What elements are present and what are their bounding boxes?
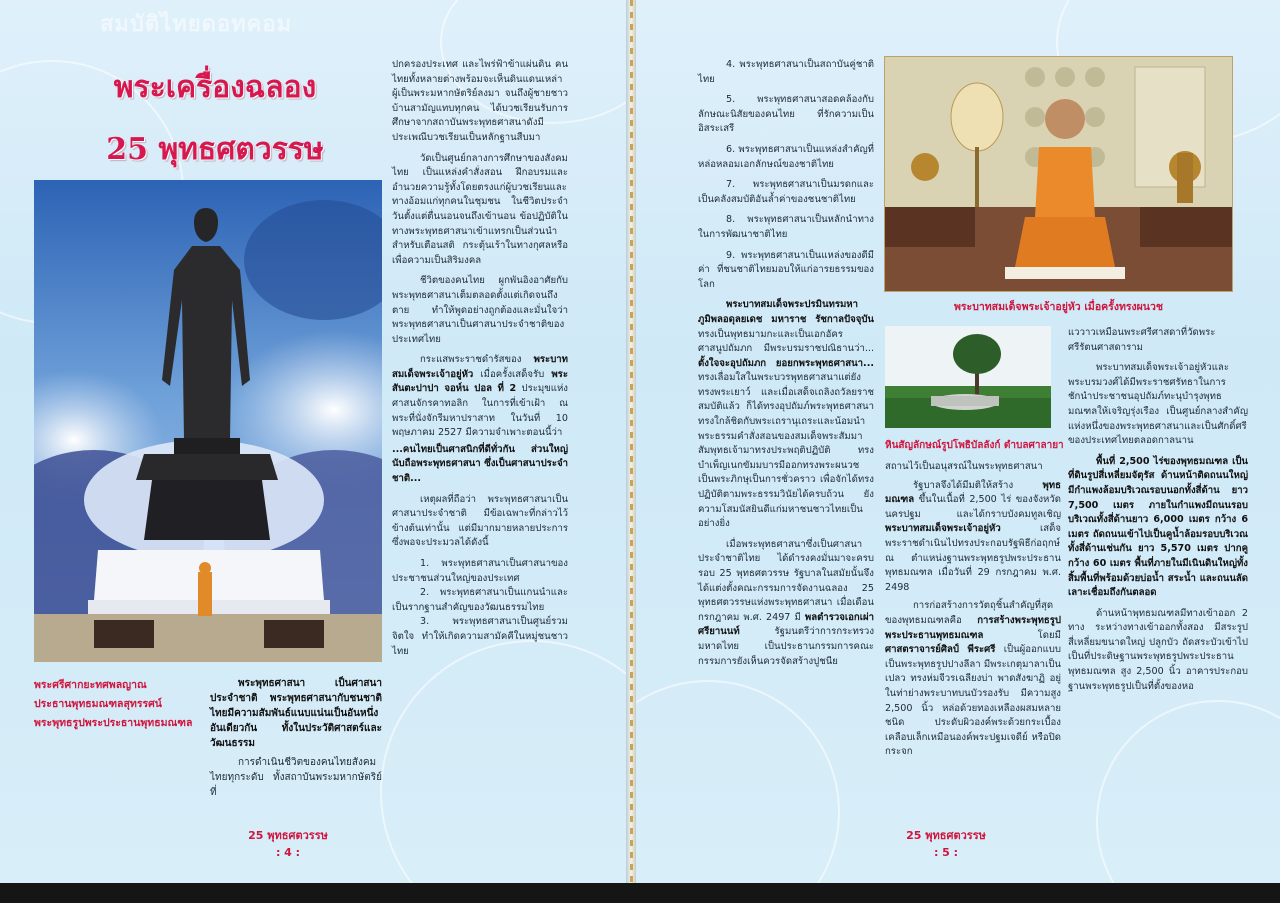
bottom-black-bar	[0, 883, 1280, 903]
text-run: เมื่อครั้งเสด็จรับ	[480, 368, 545, 380]
list-item: 4. พระพุทธศาสนาเป็นสถาบันคู่ชาติไทย	[698, 59, 874, 85]
text-run: รัฐบาลจึงได้มีมติให้สร้าง	[913, 479, 1014, 491]
intro-bold-text: พระพุทธศาสนา เป็นศาสนาประจำชาติ พระพุทธศาสนากับชนชาติไทยมีความสัมพันธ์แนบแน่นเป็นอันหนึ่งอันเดียวกัน ทั้งในประวัติศาสตร์และวัฒนธรรม	[210, 678, 382, 749]
quote-bold: ...คนไทยเป็นศาสนิกที่ดีทั่วกัน ส่วนใหญ่นับถือพระพุทธศาสนา ซึ่งเป็นศาสนาประจำชาติ...	[392, 443, 568, 485]
article-title-line2: 25 พุทธศตวรรษ	[106, 132, 324, 167]
intro-bold-paragraph	[210, 676, 382, 751]
bold-run: ตั้งใจจะอุปถัมภก ยอยกพระพุทธศาสนา...	[698, 357, 874, 369]
right-page	[636, 0, 1280, 883]
bold-run: พระสันตะปาปา จอห์น ปอล ที่ 2	[392, 368, 568, 395]
text-run: เป็นผู้ออกแบบเป็นพระพุทธรูปปางลีลา มีพระเกตุมาลาเป็นเปลว ทรงห่มจีวรเฉลียงบ่า พาดสังฆาฏิ อยู่ในท่าย่างพระบาทบนบัวรองรับ มีความสูง 2,500 นิ้ว หล่อด้วยทองเหลืองผสมหลายชนิด ประดับผิวองค์พระด้วยกระเบื้องเคลือบเล็กเหมือนองค์พระปฐมเจดีย์ หรือปิดกระจก	[885, 644, 1061, 758]
right-list-column	[698, 58, 874, 669]
bold-run: พื้นที่ 2,500 ไร่ของพุทธมณฑล เป็นที่ดินรูปสี่เหลี่ยมจัตุรัส ด้านหน้าติดถนนใหญ่ มีกำแพงล้อมบริเวณรอบนอกทั้งสี่ด้าน ยาว 7,500 เมตร ภายในกำแพงมีถนนรอบบริเวณทั้งสี่ด้านยาว 6,000 เมตร กว้าง 6 เมตร ถัดถนนเข้าไปเป็นคูน้ำล้อมรอบบริเวณทั้งสี่ด้านเช่นกัน ยาว 5,570 เมตร ปากคูกว้าง 60 เมตร พื้นที่ภายในมีเนินดินใหญ่ทั้งสิ้มพื้นที่พร้อมด้วยบ่อน้ำ สระน้ำ และถนนลัดเลาะเชื่อมถึงกันตลอด	[1068, 455, 1248, 599]
watermark: สมบัติไทยดอทคอม	[100, 12, 293, 37]
statue-caption	[34, 676, 234, 733]
decor-swirl	[380, 640, 628, 883]
list-item: 6. พระพุทธศาสนาเป็นแหล่งสำคัญที่หล่อหลอมเอกลักษณ์ของชาติไทย	[698, 143, 874, 170]
list-item: 5. พระพุทธศาสนาสอดคล้องกับลักษณะนิสัยของคนไทย ที่รักความเป็นอิสระเสรี	[698, 94, 874, 135]
text-run: ทรงเลื่อมใสในพระบวรพุทธศาสนาแต่ยังทรงพระเยาว์ และเมื่อเสด็จเถลิงถวัลยราชสมบัติแล้ว ก็ได้ทรงอุปถัมภ์พระพุทธศาสนา ทรงใกล้ชิดกับพระเถรานุเถระและน้อมนำพระธรรมคำสั่งสอนของสมเด็จพระสัมมาสัมพุทธเจ้ามาทรงประพฤติปฏิบัติ ทรงบำเพ็ญเนกขัมมบารมีออกทรงพระผนวชเป็นพระภิกษุเป็นการชั่วคราว เพื่อจักได้ทรงปฏิบัติตามพระธรรมวินัยได้ครบถ้วน ยังความโสมนัสยินดีแก่มหาชนชาวไทยเป็นอย่างยิ่ง	[698, 372, 874, 530]
paragraph: สถานไว้เป็นอนุสรณ์ในพระพุทธศาสนา	[885, 461, 1043, 472]
left-text-column	[392, 58, 568, 659]
list-item: 8. พระพุทธศาสนาเป็นหลักนำทางในการพัฒนาชาติไทย	[698, 214, 874, 240]
bodhi-symbol-photo	[885, 326, 1051, 428]
text-run: ทรงเป็นพุทธมามกะและเป็นเอกอัครศาสนูปถัมภก มีพระบรมราชปณิธานว่า...	[698, 328, 874, 355]
page-number: : 5 :	[933, 846, 959, 859]
footer-title: 25 พุทธศตวรรษ	[906, 829, 986, 842]
paragraph	[698, 298, 874, 532]
paragraph: วัดเป็นศูนย์กลางการศึกษาของสังคมไทย เป็นแหล่งคำสั่งสอน ฝึกอบรมและอำนวยความรู้ทั้งโดยตรงแก่ผู้บวชเรียนและทางอ้อมแก่ทุกคนในชุมชน ในชีวิตประจำวันตั้งแต่ตื่นนอนจนถึงเข้านอน ข้อปฏิบัติในทางพระพุทธศาสนาเข้าแทรกเป็นส่วนนำสำหรับเตือนสติ กระตุ้นเร้าในทางกุศลหรือเพื่อความเป็นสิริมงคล	[392, 152, 568, 266]
monk-caption: พระบาทสมเด็จพระเจ้าอยู่หัว เมื่อครั้งทรงผนวช	[954, 301, 1163, 313]
monk-king-illustration	[885, 57, 1232, 291]
intro-tail-paragraph: การดำเนินชีวิตของคนไทยสังคมไทยทุกระดับ ทั้งสถาบันพระมหากษัตริย์ที่	[210, 757, 382, 798]
paragraph: ด้านหน้าพุทธมณฑลมีทางเข้าออก 2 ทาง ระหว่างทางเข้าออกทั้งสอง มีสระรูปสี่เหลี่ยมขนาดใหญ่ ปลูกบัว ถัดสระบัวเข้าไปเป็นที่ประดิษฐานพระพุทธรูปพระประธานพุทธมณฑล สูง 2,500 นิ้ว อาคารประกอบฐานพระพุทธรูปเป็นที่ตั้งของหอ	[1068, 607, 1248, 692]
paragraph	[1068, 455, 1248, 601]
bold-run: พระบาทสมเด็จพระปรมินทรมหาภูมิพลอดุลยเดช มหาราช รัชกาลปัจจุบัน	[698, 299, 874, 325]
paragraph: แววาวเหมือนพระศรีศาสดาที่วัดพระศรีรัตนศาสดาราม	[1068, 327, 1216, 353]
bold-run: พระบาทสมเด็จพระเจ้าอยู่หัว	[885, 523, 1001, 535]
page-number: : 4 :	[275, 846, 301, 859]
text-run: กระแสพระราชดำรัสของ	[420, 354, 522, 366]
statue-caption-line: พระพุทธรูปพระประธานพุทธมณฑล	[34, 717, 193, 729]
decor-swirl	[636, 680, 840, 883]
text-run: รัฐมนตรีว่าการกระทรวงมหาดไทย เป็นประธานกรรมการคณะกรรมการยังเห็นควรจัดสร้างปูชนีย	[698, 626, 874, 667]
paragraph: ชีวิตของคนไทย ผูกพันอิงอาศัยกับพระพุทธศาสนาเต็มตลอดตั้งแต่เกิดจนถึงตาย ทำให้พูดอย่างถูกต้องและมั่นใจว่า พระพุทธศาสนาเป็นศาสนาประจำชาติของประเทศไทย	[392, 275, 568, 345]
text-run: ประมุขแห่งศาสนจักรคาทอลิก ในการที่เข้าเฝ้า ณ พระที่นั่งจักรีมหาปราสาท ในวันที่ 10 พฤษภาคม 2527 มีความจำเพาะตอนนี้ว่า	[392, 383, 568, 439]
list-item: 3. พระพุทธศาสนาเป็นศูนย์รวมจิตใจ ทำให้เกิดความสามัคคีในหมู่ชนชาวไทย	[392, 616, 568, 657]
book-binding-stitch	[630, 0, 633, 883]
paragraph: พระบาทสมเด็จพระเจ้าอยู่หัวและพระบรมวงศ์ได้มีพระราชศรัทธาในการชักนำประชาชนอุปถัมภ์ทะนุบำรุงพุทธมณฑลให้เจริญรุ่งเรือง เป็นศูนย์กลางสำคัญแห่งหนึ่งของพระพุทธศาสนาและเป็นศักดิ์ศรีของประเทศไทยตลอดกาลนาน	[1068, 362, 1248, 447]
bold-run: พระบาทสมเด็จพระเจ้าอยู่หัว	[392, 354, 568, 380]
bold-run: ศาสตราจารย์ศิลป์ พีระศรี	[885, 644, 996, 656]
list-item: 2. พระพุทธศาสนาเป็นแกนนำและเป็นรากฐานสำคัญของวัฒนธรรมไทย	[392, 587, 568, 613]
text-run: การก่อสร้างการวัตถุชิ้นสำคัญที่สุดของพุทธมณฑลคือ	[885, 600, 1054, 626]
list-item: 7. พระพุทธศาสนาเป็นมรดกและเป็นคลังสมบัติอันล้ำค่าของชนชาติไทย	[698, 179, 874, 205]
list-item: 9. พระพุทธศาสนาเป็นแหล่งของดีมีค่า ที่ชนชาติไทยมอบให้แก่อารยธรรมของโลก	[698, 249, 874, 290]
bodhi-symbol-caption: หินสัญลักษณ์รูปโพธิบัลลังก์ ตำบลศาลายา	[885, 440, 1064, 451]
monk-king-photo	[884, 56, 1233, 292]
decor-swirl	[1096, 700, 1280, 883]
text-run: เสด็จพระราชดำเนินไปทรงประกอบรัฐพิธีก่อฤกษ์ ณ ตำแหน่งฐานพระพุทธรูปพระประธานพุทธมณฑล เมื่อวันที่ 29 กรกฎาคม พ.ศ. 2498	[885, 523, 1061, 593]
bold-run: การสร้างพระพุทธรูปพระประธานพุทธมณฑล	[885, 614, 1061, 641]
paragraph: เหตุผลที่ถือว่า พระพุทธศาสนาเป็นศาสนาประจำชาติ มีข้อเฉพาะที่กล่าวไว้ข้างต้นเท่านั้น แต่มีมากมายหลายประการ ซึ่งพอจะประมวลได้ดังนี้	[392, 493, 568, 549]
text-run: เมื่อพระพุทธศาสนาซึ่งเป็นศาสนาประจำชาติไทย ได้ดำรงคงมั่นมาจะครบรอบ 25 พุทธศตวรรษ รัฐบาลในสมัยนั้นจึงได้แต่งตั้งคณะกรรมการจัดงานฉลอง 25 พุทธศตวรรษแห่งพระพุทธศาสนา เมื่อเดือนกรกฎาคม พ.ศ. 2497 มี	[698, 538, 874, 623]
tree-monument-illustration	[885, 326, 1051, 428]
bold-run: พลตำรวจเอกเผ่า ศรียานนท์	[698, 611, 874, 638]
paragraph	[885, 599, 1061, 760]
article-title-line1: พระเครื่องฉลอง	[113, 70, 317, 105]
text-run: ขึ้นในเนื้อที่ 2,500 ไร่ ของจังหวัดนครปฐม และได้กราบบังคมทูลเชิญ	[885, 494, 1061, 520]
paragraph	[885, 479, 1061, 596]
right-last-column	[1068, 326, 1248, 694]
footer-title: 25 พุทธศตวรรษ	[248, 829, 328, 842]
list-item: 1. พระพุทธศาสนาเป็นศาสนาของประชาชนส่วนใหญ่ของประเทศ	[392, 558, 568, 584]
paragraph	[392, 353, 568, 441]
statue-caption-line: ประธานพุทธมณฑลสุทรรศน์	[34, 698, 162, 710]
bold-run: พุทธมณฑล	[885, 479, 1061, 506]
paragraph	[698, 538, 874, 669]
paragraph: ปกครองประเทศ และไพร่ฟ้าข้าแผ่นดิน คนไทยทั้งหลายต่างพร้อมจะเห็นดินแดนเหล่าผู้เป็นพระมหากษัตริย์ลงมา จนถึงผู้ชายชาวบ้านสามัญแทบทุกคน ได้บวชเรียนรับการศึกษาจากสถาบันพระพุทธศาสนาดังมีประเพณีบวชเรียนเป็นหลักฐานสืบมา	[392, 59, 568, 143]
buddha-statue-photo	[34, 180, 382, 662]
statue-caption-line: พระศรีศากยะทศพลญาณ	[34, 679, 147, 691]
buddha-statue-illustration	[34, 180, 382, 662]
quote-paragraph	[392, 443, 568, 487]
left-page	[0, 0, 628, 883]
right-middle-column	[885, 460, 1061, 760]
intro-column	[210, 676, 382, 800]
text-run: โดยมี	[1037, 629, 1061, 641]
